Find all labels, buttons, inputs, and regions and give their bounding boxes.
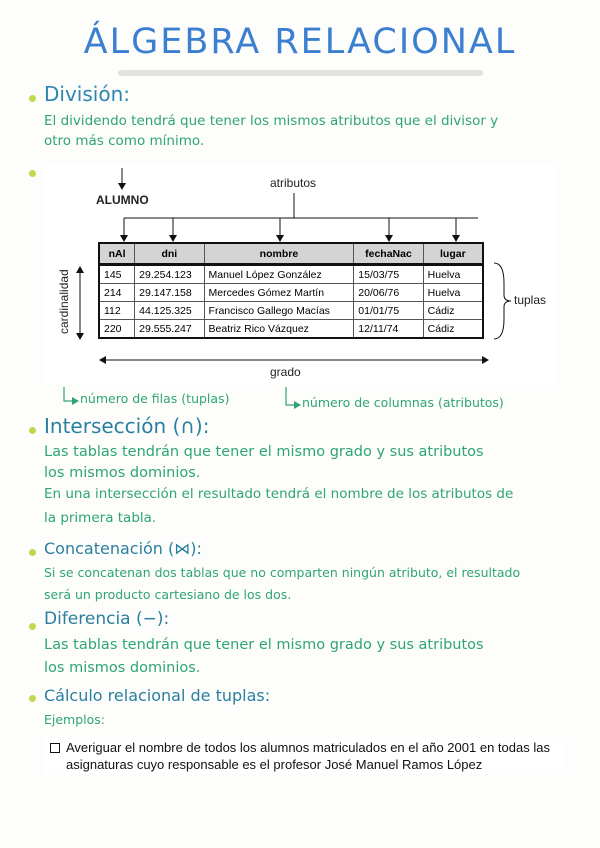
title-underline bbox=[118, 70, 483, 76]
heading-division: División: bbox=[44, 82, 130, 106]
interseccion-line-2: los mismos dominios. bbox=[44, 465, 201, 481]
degree-label: grado bbox=[270, 365, 301, 379]
attributes-label: atributos bbox=[270, 176, 317, 190]
cols-note: número de columnas (atributos) bbox=[302, 395, 504, 410]
cell: 112 bbox=[99, 302, 135, 320]
heading-calculo: Cálculo relacional de tuplas: bbox=[44, 686, 271, 705]
cell: 44.125.325 bbox=[135, 302, 204, 320]
interseccion-line-4: la primera tabla. bbox=[44, 510, 157, 526]
bullet-interseccion bbox=[29, 427, 36, 434]
col-header: nAl bbox=[99, 243, 135, 265]
table-name: ALUMNO bbox=[96, 193, 149, 207]
tuples-label: tuplas bbox=[514, 293, 547, 307]
cell: 29.555.247 bbox=[135, 320, 204, 339]
bullet-division bbox=[29, 95, 36, 102]
diferencia-line-1: Las tablas tendrán que tener el mismo grado y sus atributos bbox=[44, 637, 484, 653]
cell: Mercedes Gómez Martín bbox=[204, 284, 354, 302]
page-title: ÁLGEBRA RELACIONAL bbox=[83, 22, 517, 62]
heading-interseccion: Intersección (∩): bbox=[44, 414, 210, 438]
checkbox-icon bbox=[50, 743, 60, 753]
heading-diferencia: Diferencia (−): bbox=[44, 609, 170, 629]
cell: Huelva bbox=[423, 284, 483, 302]
alumno-table bbox=[98, 242, 484, 339]
table-row bbox=[99, 302, 483, 320]
cell: Beatriz Rico Vázquez bbox=[204, 320, 354, 339]
table-row bbox=[99, 265, 483, 284]
rows-note: número de filas (tuplas) bbox=[80, 391, 230, 406]
cell: 15/03/75 bbox=[354, 265, 423, 284]
col-header: fechaNac bbox=[354, 243, 423, 265]
examples-label: Ejemplos: bbox=[44, 712, 106, 727]
concatenacion-line-2: será un producto cartesiano de los dos. bbox=[44, 587, 292, 602]
cell: Cádiz bbox=[423, 302, 483, 320]
concatenacion-line-1: Si se concatenan dos tablas que no comparten ningún atributo, el resultado bbox=[44, 565, 521, 580]
cell: 20/06/76 bbox=[354, 284, 423, 302]
cell: Manuel López González bbox=[204, 265, 354, 284]
bullet-calculo bbox=[29, 695, 36, 702]
cell: 214 bbox=[99, 284, 135, 302]
cell: 145 bbox=[99, 265, 135, 284]
interseccion-line-1: Las tablas tendrán que tener el mismo grado y sus atributos bbox=[44, 444, 484, 460]
bullet-diferencia bbox=[29, 623, 36, 630]
division-line-1: El dividendo tendrá que tener los mismos atributos que el divisor y bbox=[44, 113, 499, 129]
cell: Huelva bbox=[423, 265, 483, 284]
interseccion-line-3: En una intersección el resultado tendrá el nombre de los atributos de bbox=[44, 486, 514, 502]
bullet-diagram bbox=[29, 170, 36, 177]
example-box bbox=[44, 738, 566, 774]
cell: Cádiz bbox=[423, 320, 483, 339]
col-header: nombre bbox=[204, 243, 354, 265]
bullet-concatenacion bbox=[29, 549, 36, 556]
cell: Francisco Gallego Macías bbox=[204, 302, 354, 320]
cardinality-label: cardinalidad bbox=[57, 269, 71, 334]
cell: 29.147.158 bbox=[135, 284, 204, 302]
table-row bbox=[99, 320, 483, 339]
col-header: dni bbox=[135, 243, 204, 265]
diferencia-line-2: los mismos dominios. bbox=[44, 660, 201, 676]
table-row bbox=[99, 284, 483, 302]
division-line-2: otro más como mínimo. bbox=[44, 133, 205, 149]
col-header: lugar bbox=[423, 243, 483, 265]
alumno-diagram bbox=[44, 163, 554, 385]
cell: 01/01/75 bbox=[354, 302, 423, 320]
heading-concatenacion: Concatenación (⋈): bbox=[44, 539, 202, 558]
cell: 12/11/74 bbox=[354, 320, 423, 339]
example-text: Averiguar el nombre de todos los alumnos matriculados en el año 2001 en todas las asignaturas cuyo responsable es el profesor José Manuel Ramos López bbox=[66, 740, 550, 772]
cell: 220 bbox=[99, 320, 135, 339]
cell: 29.254.123 bbox=[135, 265, 204, 284]
